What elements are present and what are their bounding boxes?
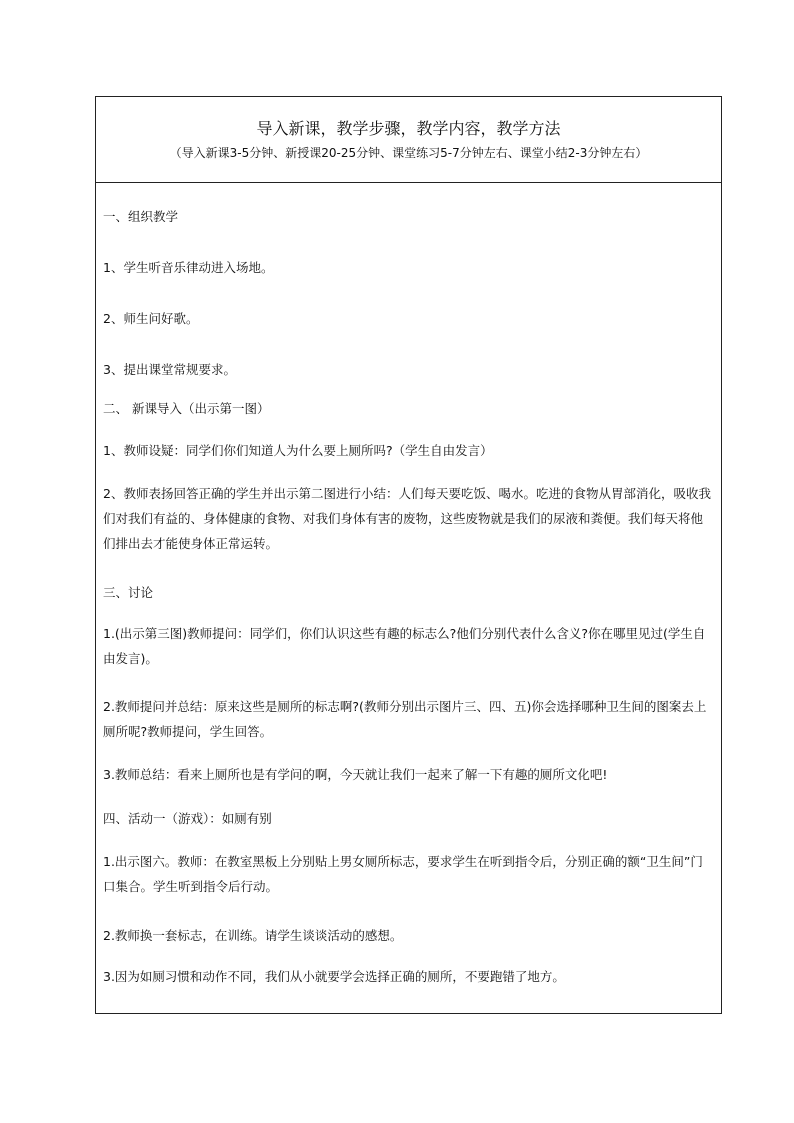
paragraph: 3、提出课堂常规要求。 [103, 362, 236, 377]
lesson-plan-table [95, 96, 722, 1014]
section-organize-teaching: 一、组织教学 [103, 209, 179, 224]
paragraph: 2、教师表扬回答正确的学生并出示第二图进行小结：人们每天要吃饭、喝水。吃进的食物从胃部消化，吸收我们对我们有益的、身体健康的食物、对我们身体有害的废物，这些废物就是我们的尿液和粪便。我们每天将他们排出去才能使身体正常运转。 [103, 486, 711, 551]
section-activity-one: 四、活动一（游戏）：如厕有别 [103, 811, 272, 826]
paragraph: 1.(出示第三图)教师提问：同学们，你们认识这些有趣的标志么?他们分别代表什么含义?你在哪里见过(学生自由发言)。 [103, 626, 706, 666]
header-title: 导入新课，教学步骤，教学内容，教学方法 [256, 119, 561, 138]
table-header [96, 97, 721, 183]
paragraph: 1、教师设疑：同学们你们知道人为什么要上厕所吗?（学生自由发言） [103, 443, 493, 458]
header-subtitle: （导入新课3-5分钟、新授课20-25分钟、课堂练习5-7分钟左右、课堂小结2-3分钟左右） [169, 146, 648, 160]
paragraph: 3.因为如厕习惯和动作不同，我们从小就要学会选择正确的厕所，不要跑错了地方。 [103, 969, 565, 984]
paragraph: 2.教师提问并总结：原来这些是厕所的标志啊?(教师分别出示图片三、四、五)你会选择哪种卫生间的图案去上厕所呢?教师提问，学生回答。 [103, 699, 707, 739]
paragraph: 2、师生问好歌。 [103, 311, 199, 326]
paragraph: 1.出示图六。教师：在教室黑板上分别贴上男女厕所标志，要求学生在听到指令后，分别正确的额“卫生间”门口集合。学生听到指令后行动。 [103, 854, 703, 894]
section-discussion: 三、讨论 [103, 585, 154, 600]
section-new-lesson-intro: 二、 新课导入（出示第一图） [103, 401, 270, 416]
paragraph: 2.教师换一套标志，在训练。请学生谈谈活动的感想。 [103, 928, 403, 943]
paragraph: 3.教师总结：看来上厕所也是有学问的啊，今天就让我们一起来了解一下有趣的厕所文化吧! [103, 767, 608, 782]
paragraph: 1、学生听音乐律动进入场地。 [103, 260, 274, 275]
